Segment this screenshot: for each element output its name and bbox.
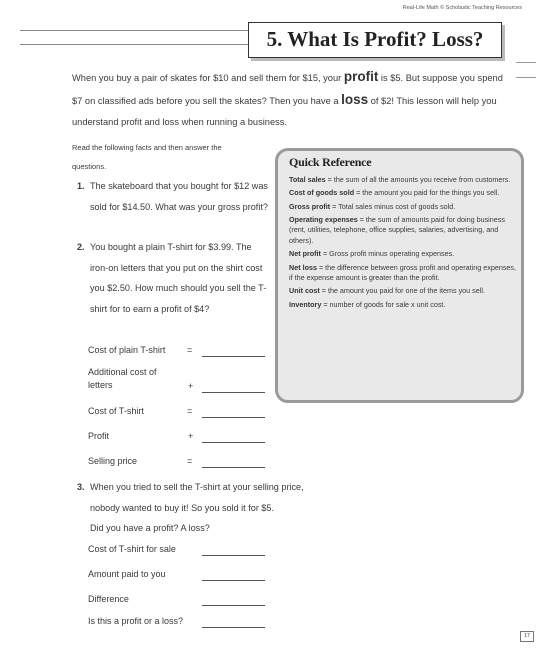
profit-word: profit xyxy=(343,69,379,84)
equals-sign: = xyxy=(187,406,193,416)
quick-reference-box xyxy=(275,148,524,403)
side-decor-rule xyxy=(516,62,536,78)
copyright-credit: Real-Life Math © Scholastic Teaching Resources xyxy=(402,5,522,11)
question-2 xyxy=(77,237,268,319)
row-cost-plain-tshirt: Cost of plain T-shirt xyxy=(88,345,166,355)
definition-term: Net profit xyxy=(289,249,321,259)
question-3 xyxy=(77,477,410,539)
definition-text: = the amount you paid for one of the items you sell. xyxy=(319,286,485,296)
definition-text: = number of goods for sale x unit cost. xyxy=(321,299,446,309)
definition-item xyxy=(289,286,519,297)
answer-blank[interactable] xyxy=(202,467,265,468)
equals-sign: = xyxy=(187,456,193,466)
definition-item xyxy=(289,249,519,260)
quick-reference-list xyxy=(289,175,519,313)
question-text-line-3: Did you have a profit? A loss? xyxy=(90,523,210,533)
question-text: You bought a plain T-shirt for $3.99. The iron-on letters that you put on the shirt cost you $2.50. How much should you sell the T-shirt for to earn a profit of $4? xyxy=(90,242,267,314)
question-text-line-1: When you tried to sell the T-shirt at your selling price, xyxy=(90,482,304,492)
answer-blank[interactable] xyxy=(202,627,265,628)
definition-term: Gross profit xyxy=(289,201,331,211)
row-additional-cost-line-2: letters xyxy=(88,380,113,390)
page-number: 17 xyxy=(520,631,534,642)
definition-term: Inventory xyxy=(289,299,322,309)
question-number: 3. xyxy=(77,482,85,492)
answer-blank[interactable] xyxy=(202,580,265,581)
definition-text: = the difference between gross profit and operating expenses, if the expense amount is greater than the profit. xyxy=(289,262,517,283)
definition-text: = Total sales minus cost of goods sold. xyxy=(330,201,456,211)
row-profit-or-loss: Is this a profit or a loss? xyxy=(88,616,184,626)
instructions: Read the following facts and then answer the questions. xyxy=(72,143,222,171)
plus-sign: + xyxy=(188,381,194,391)
question-number: 1. xyxy=(77,181,85,191)
plus-sign: + xyxy=(188,431,194,441)
row-amount-paid: Amount paid to you xyxy=(88,569,166,579)
question-text: The skateboard that you bought for $12 was sold for $14.50. What was your gross profit? xyxy=(90,181,268,212)
row-selling-price: Selling price xyxy=(88,456,138,466)
definition-item xyxy=(289,188,519,199)
row-difference: Difference xyxy=(88,594,129,604)
definition-item xyxy=(289,263,519,284)
intro-paragraph xyxy=(72,66,512,133)
answer-blank[interactable] xyxy=(202,442,265,443)
title-box xyxy=(248,22,502,58)
definition-item xyxy=(289,202,519,213)
intro-text-2: is $5. But suppose you spend $7 on classified ads before you sell the skates? Then you have a xyxy=(72,73,503,106)
answer-blank[interactable] xyxy=(202,356,265,357)
definition-item xyxy=(289,215,519,247)
row-cost-for-sale: Cost of T-shirt for sale xyxy=(88,544,176,554)
definition-text: = the sum of amounts paid for doing business (rent, utilities, telephone, office supplies, salaries, advertising, and others). xyxy=(289,214,505,246)
question-number: 2. xyxy=(77,242,85,252)
question-1 xyxy=(77,176,268,217)
definition-item xyxy=(289,300,519,311)
question-text-line-2: nobody wanted to buy it! So you sold it for $5. xyxy=(90,502,275,513)
definition-term: Total sales xyxy=(289,175,326,184)
row-profit: Profit xyxy=(88,431,110,441)
definition-text: = the sum of all the amounts you receive from customers. xyxy=(325,175,511,184)
answer-blank[interactable] xyxy=(202,555,265,556)
page-title: 5. What Is Profit? Loss? xyxy=(266,27,484,51)
definition-term: Operating expenses xyxy=(289,214,358,224)
title-decor-rule xyxy=(20,30,280,45)
definition-term: Net loss xyxy=(289,262,317,272)
answer-blank[interactable] xyxy=(202,605,265,606)
definition-term: Cost of goods sold xyxy=(289,188,355,198)
row-cost-tshirt: Cost of T-shirt xyxy=(88,406,144,416)
definition-text: = Gross profit minus operating expenses. xyxy=(320,249,455,259)
answer-blank[interactable] xyxy=(202,417,265,418)
definition-term: Unit cost xyxy=(289,286,320,296)
equals-sign: = xyxy=(187,345,193,355)
row-additional-cost-line-1: Additional cost of xyxy=(88,367,157,377)
intro-text-1: When you buy a pair of skates for $10 and sell them for $15, your xyxy=(72,73,344,83)
quick-reference-title: Quick Reference xyxy=(289,155,372,169)
answer-blank[interactable] xyxy=(202,392,265,393)
loss-word: loss xyxy=(341,92,369,107)
definition-item xyxy=(289,175,519,186)
definition-text: = the amount you paid for the things you sell. xyxy=(354,188,500,198)
intro-text-3: of $2! This lesson will help you understand profit and loss when running a business. xyxy=(72,96,497,127)
